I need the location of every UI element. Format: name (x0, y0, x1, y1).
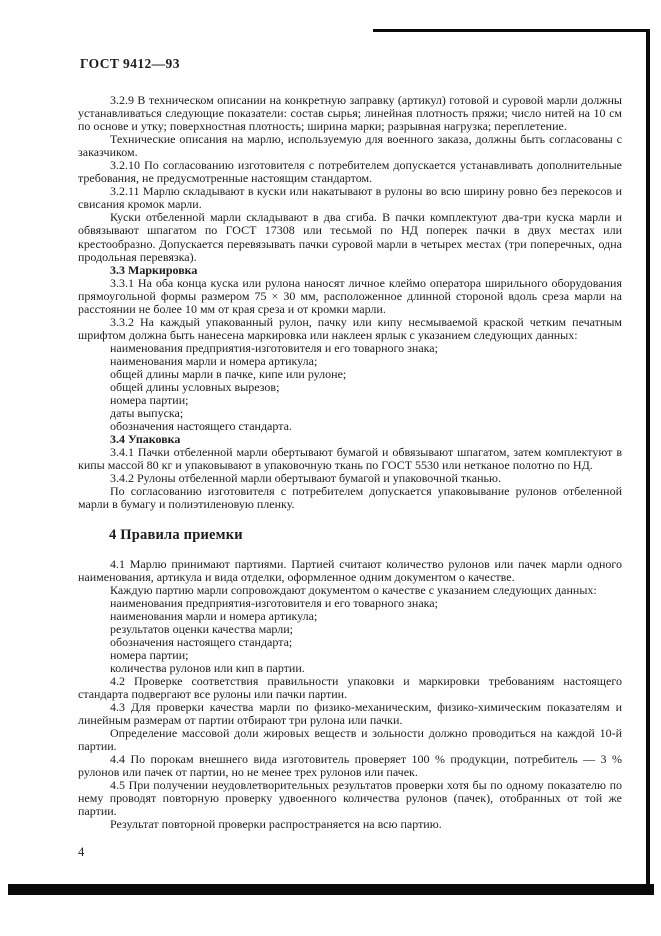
item: обозначения настоящего стандарта; (110, 634, 293, 649)
para: Каждую партию марли сопровождают документом о качестве с указанием следующих данных: (110, 582, 597, 597)
para: Куски отбеленной марли складывают в два сгиба. В пачки комплектуют два-три куска марли и обвязывают шпагатом по ГОСТ 17308 или тесьмой по НД поперек пачки в двух местах или крестообразно. Допускается перевязывать пачки суровой марли в четырех местах (три поперечных, одна продольная перевязка). (78, 210, 622, 264)
para: 3.4.1 Пачки отбеленной марли обертывают бумагой и обвязывают шпагатом, затем комплектуют в кипы массой 80 кг и упаковывают в упаковочную ткань по ГОСТ 5530 или нетканое полотно по НД. (78, 445, 622, 473)
item: даты выпуска; (110, 406, 184, 421)
item: наименования предприятия-изготовителя и его товарного знака; (110, 595, 438, 610)
item: номера партии; (110, 393, 189, 408)
scan-artifact-right-line (646, 29, 650, 886)
para: Технические описания на марлю, используемую для военного заказа, должны быть согласованы с заказчиком. (78, 132, 622, 160)
para: 3.3.2 На каждый упакованный рулон, пачку или кипу несмываемой краской четким печатным шрифтом должна быть нанесена маркировка или наклеен ярлык с указанием следующих данных: (78, 314, 622, 342)
scan-artifact-bottom-bar (8, 884, 654, 895)
subheading: 3.4 Упаковка (110, 432, 181, 447)
para: 4.3 Для проверки качества марли по физико-механическим, физико-химическим показателям и линейным размерам от партии отбирают три рулона или пачки. (78, 700, 622, 728)
para: Результат повторной проверки распространяется на всю партию. (110, 817, 442, 832)
subheading: 3.3 Маркировка (110, 262, 198, 277)
item: результатов оценки качества марли; (110, 621, 293, 636)
para: По согласованию изготовителя с потребителем допускается упаковывание рулонов отбеленной марли в бумагу и полиэтиленовую пленку. (78, 484, 622, 512)
section-heading: 4 Правила приемки (109, 526, 243, 543)
item: общей длины условных вырезов; (110, 380, 280, 395)
document-header: ГОСТ 9412—93 (80, 56, 180, 71)
para: 4.2 Проверке соответствия правильности упаковки и маркировки требованиям настоящего стандарта подвергают все рулоны или пачки партии. (78, 673, 622, 701)
item: наименования марли и номера артикула; (110, 608, 318, 623)
para: 4.5 При получении неудовлетворительных результатов проверки хотя бы по одному показателю по нему проводят повторную проверку удвоенного количества рулонов (пачек), отобранных от той же партии. (78, 778, 622, 819)
item: наименования предприятия-изготовителя и его товарного знака; (110, 340, 438, 355)
para: 3.4.2 Рулоны отбеленной марли обертывают бумагой и упаковочной тканью. (110, 471, 501, 486)
para: 4.4 По порокам внешнего вида изготовитель проверяет 100 % продукции, потребитель — 3 % рулонов или пачек от партии, но не менее трех рулонов или пачек. (78, 752, 622, 780)
item: обозначения настоящего стандарта. (110, 419, 292, 434)
para: Определение массовой доли жировых веществ и зольности должно проводиться на каждой 10-й партии. (78, 726, 622, 754)
document-body (78, 94, 622, 831)
item: наименования марли и номера артикула; (110, 353, 318, 368)
scan-artifact-top-line (373, 29, 649, 32)
para: 3.2.11 Марлю складывают в куски или накатывают в рулоны во всю ширину ровно без перекосов и свисания кромок марли. (78, 184, 622, 212)
page-number: 4 (78, 845, 85, 859)
para: 4.1 Марлю принимают партиями. Партией считают количество рулонов или пачек марли одного наименования, артикула и вида отделки, оформленное одним документом о качестве. (78, 556, 622, 584)
item: количества рулонов или кип в партии. (110, 660, 305, 675)
item: номера партии; (110, 647, 189, 662)
para: 3.2.10 По согласованию изготовителя с потребителем допускается устанавливать дополнительные требования, не предусмотренные настоящим стандартом. (78, 158, 622, 186)
para: 3.3.1 На оба конца куска или рулона наносят личное клеймо оператора ширильного оборудования прямоугольной формы размером 75 × 30 мм, расположенное длинной стороной вдоль среза марли на расстоянии не более 10 мм от края среза и от кромки марли. (78, 275, 622, 316)
para: 3.2.9 В техническом описании на конкретную заправку (артикул) готовой и суровой марли должны устанавливаться следующие показатели: состав сырья; линейная плотность пряжи; число нитей на 10 см по основе и утку; поверхностная плотность; ширина марки; разрывная нагрузка; переплетение. (78, 93, 622, 134)
item: общей длины марли в пачке, кипе или рулоне; (110, 366, 347, 381)
